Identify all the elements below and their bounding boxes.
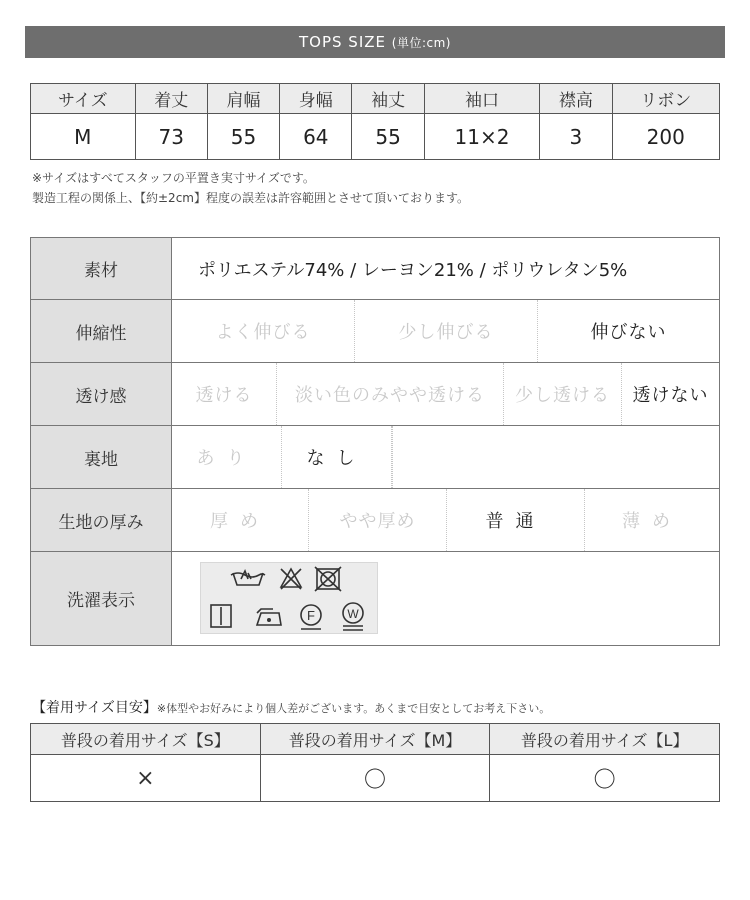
material-value: ポリエステル74% / レーヨン21% / ポリウレタン5% [198,259,628,281]
size-unit: (単位:cm) [391,36,451,50]
spec-row-care [30,552,720,646]
thickness-option: 薄め [622,511,682,532]
thickness-option-selected: 普通 [447,489,585,551]
dry-clean-f-icon [301,605,321,629]
no-bleach-icon [281,569,301,589]
size-header-cell: サイズ [31,84,136,114]
thickness-option: 厚め [172,489,309,551]
fit-table [30,723,720,802]
size-header-cell: 身幅 [280,84,352,114]
size-header-cell: 袖口 [424,84,540,114]
fit-table-value-row [31,755,720,802]
size-header-cell: 袖丈 [352,84,424,114]
fit-mark-cell: × [31,755,261,802]
size-value-cell: 200 [612,114,719,160]
wet-clean-w-icon [343,603,363,630]
lining-empty-cell [392,426,719,488]
spec-row-material [30,237,720,300]
size-table [30,83,720,160]
sheer-option: 淡い色のみやや透ける [277,363,504,425]
size-header-cell: 襟高 [540,84,612,114]
spec-label: 洗濯表示 [31,552,172,645]
stretch-option: 少し伸びる [355,300,538,362]
sheer-option-selected: 透けない [632,385,709,406]
size-header-cell: 肩幅 [207,84,279,114]
fit-header-cell: 普段の着用サイズ【L】 [490,724,720,755]
lining-option-selected: なし [282,426,392,488]
spec-label: 生地の厚み [31,489,172,551]
fit-mark-cell: 〇 [260,755,490,802]
line-dry-icon [211,605,231,627]
thickness-option: やや厚め [309,489,447,551]
fit-mark-cell: 〇 [490,755,720,802]
spec-row-stretch [30,300,720,363]
svg-text:F: F [307,608,315,623]
size-value-cell: 11×2 [424,114,540,160]
size-table-value-row [31,114,720,160]
fit-heading-title: 【着用サイズ目安】 [32,700,157,716]
fit-header-cell: 普段の着用サイズ【S】 [31,724,261,755]
spec-table [30,237,720,646]
stretch-option-selected: 伸びない [590,322,667,343]
size-value-cell: 3 [540,114,612,160]
size-title-bar [25,26,725,58]
spec-row-lining [30,426,720,489]
iron-low-icon [257,609,281,625]
size-table-header-row [31,84,720,114]
stretch-option: よく伸びる [172,300,355,362]
care-symbols [200,562,378,634]
fit-header-cell: 普段の着用サイズ【M】 [260,724,490,755]
no-tumble-dry-icon [315,567,341,591]
spec-row-thickness [30,489,720,552]
fit-table-header-row [31,724,720,755]
size-value-cell: M [31,114,136,160]
spec-row-sheer [30,363,720,426]
lining-option: あり [172,426,282,488]
sheer-option: 透ける [172,363,277,425]
spec-label: 素材 [31,238,172,299]
fit-heading-note: ※体型やお好みにより個人差がございます。あくまで目安としてお考え下さい。 [156,702,551,715]
size-header-cell: 着丈 [135,84,207,114]
fit-heading [32,697,550,717]
spec-label: 裏地 [31,426,172,488]
size-value-cell: 64 [280,114,352,160]
size-notes [32,168,469,208]
size-value-cell: 55 [207,114,279,160]
size-value-cell: 73 [135,114,207,160]
size-value-cell: 55 [352,114,424,160]
size-header-cell: リボン [612,84,719,114]
wash-tub-hand-icon [231,571,265,585]
size-note-line: ※サイズはすべてスタッフの平置き実寸サイズです。 [32,171,315,185]
size-note-line: 製造工程の関係上、【約±2cm】程度の誤差は許容範囲とさせて頂いております。 [32,191,470,205]
size-title: TOPS SIZE [299,33,387,51]
spec-label: 伸縮性 [31,300,172,362]
svg-text:W: W [347,607,359,621]
sheer-option: 少し透ける [504,363,622,425]
spec-label: 透け感 [31,363,172,425]
